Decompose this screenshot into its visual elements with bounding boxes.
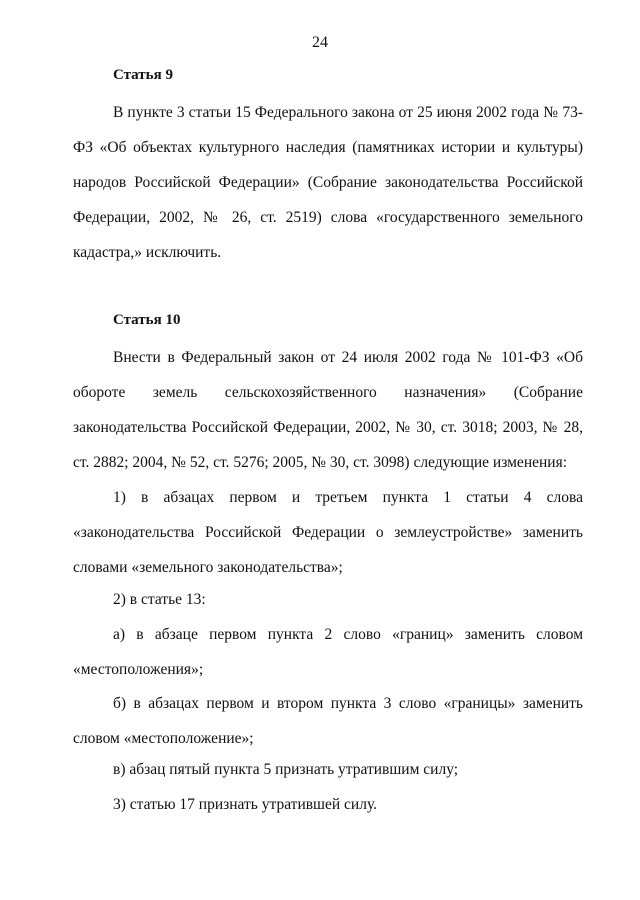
article-9-paragraph: В пункте 3 статьи 15 Федерального закона от 25 июня 2002 года № 73-ФЗ «Об объектах культурного наследия (памятниках истории и культуры) народов Российской Федерации» (Собрание законодательства Российской Федерации, 2002, № 26, ст. 2519) слова «государственного земельного кадастра,» исключить. — [73, 104, 583, 261]
article-10-item-3: 3) статью 17 признать утратившей силу. — [113, 796, 378, 813]
article-10-item-2a: а) в абзаце первом пункта 2 слово «границ» заменить словом «местоположения»; — [73, 626, 583, 678]
article-10-item-2: 2) в статье 13: — [113, 591, 206, 608]
article-10-intro-paragraph: Внести в Федеральный закон от 24 июля 2002 года № 101-ФЗ «Об обороте земель сельскохозяйственного назначения» (Собрание законодательства Российской Федерации, 2002, № 30, ст. 3018; 2003, № 28, ст. 2882; 2004, № 52, ст. 5276; 2005, № 30, ст. 3098) следующие изменения: — [73, 349, 583, 471]
article-10-item-1: 1) в абзацах первом и третьем пункта 1 статьи 4 слова «законодательства Российской Федерации о землеустройстве» заменить словами «земельного законодательства»; — [73, 489, 583, 576]
article-10-item-2b: б) в абзацах первом и втором пункта 3 слово «границы» заменить словом «местоположение»; — [73, 695, 583, 747]
article-10-heading: Статья 10 — [113, 312, 181, 328]
page-number: 24 — [312, 34, 328, 51]
article-10-item-2c: в) абзац пятый пункта 5 признать утратившим силу; — [113, 761, 459, 778]
article-9-heading: Статья 9 — [113, 67, 173, 83]
